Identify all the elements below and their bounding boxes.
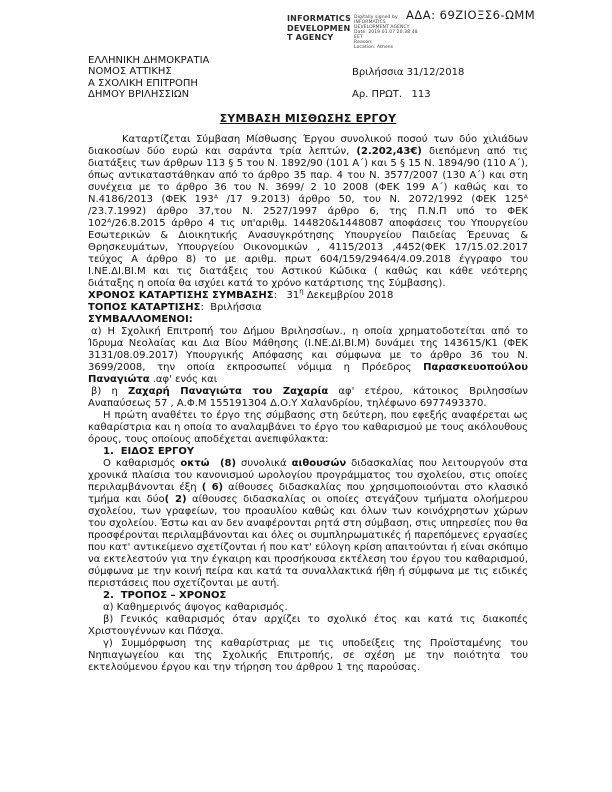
text-run: γ) Συμμόρφωση της καθαρίστριας με τις υποδείξεις της Προϊσταμένης του Νηπιαγωγείου και της Σχολικής Επιτροπής, σε σχέση με την ποιότητα του εκτελούμενου έργου και την τήρηση του άρθρου 1 της παρούσας. [88, 638, 528, 674]
text-run: αφ' ετέρου, κάτοικος Βριλησσίων Αναπαύσεως 57 , Α.Φ.Μ 155191304 Δ.Ο.Υ Χαλανδρίου, τηλέφωνο 6977493370. [88, 386, 528, 410]
signature-detail-line: EET [354, 35, 363, 40]
text-run: β) η [91, 386, 129, 398]
agency-line: DEVELOPMEN [287, 23, 351, 33]
signature-detail-line: DEVELOPMENT AGENCY [354, 25, 410, 30]
document-body [88, 134, 528, 674]
paragraph-party-b [88, 386, 528, 410]
text-run: αίθουσες διδασκαλίας που χρησιμοποιούνται στο κλασικό τμήμα και δύο [88, 482, 528, 506]
text-run: η [299, 287, 304, 296]
text-run: αιθουσών [291, 458, 347, 470]
protocol-number: Αρ. ΠΡΩΤ. 113 [352, 89, 431, 101]
text-run: διεπόμενη από τις διατάξεις των άρθρων 113 § 5 του Ν. 1892/90 (101 Α΄) και 5 § 15 Ν. 1894/90 (110 Α΄), όπως αντικαταστάθηκαν από το άρθρο 35 παρ. 4 του Ν. 3577/2007 (130 Α΄) και στη συνέχεια με το άρθρο 36 του Ν. 3699/ 2 10 2008 (ΦΕΚ 199 Α΄) καθώς και το Ν.4186/2013 (ΦΕΚ 193ᴬ /17 9.2013) άρθρο 50, του Ν. 2072/1992 (ΦΕΚ 125ᴬ /23.7.1992) άρθρο 37,του Ν. 2527/1997 άρθρο 6, της Π.Ν.Π υπό το ΦΕΚ 102ᴬ/26.8.2015 άρθρο 4 τις υπ'αριθμ. 144820&1448087 αποφάσεις του Υπουργείου Εσωτερικών & Διοικητικής Ανασυγκρότησης Υπουργείου Παιδείας Έρευνας & Θρησκευμάτων, Υπουργείου Οικονομικών , 4115/2013 ,4452(ΦΕΚ 17/15.02.2017 τεύχος Α άρθρο 8) το με αριθμ. πρωτ 604/159/29464/4.09.2018 έγγραφο του Ι.ΝΕ.ΔΙ.ΒΙ.Μ και τις διατάξεις του Αστικού Κώδικα ( καθώς και κάθε νεότερης διάταξης η οποία θα ισχύει κατά το χρόνο κατάρτισης της Σύμβασης). [88, 146, 529, 290]
text-run: (2.202,43€) [356, 146, 422, 158]
text-run: ΤΟΠΟΣ ΚΑΤΑΡΤΙΣΗΣ [88, 302, 201, 314]
signature-detail-line: Date: 2019.01.07 20:38:48 [354, 30, 418, 35]
date-protocol-block [352, 67, 464, 101]
signature-details [354, 14, 418, 50]
paragraph-assignment [88, 410, 528, 446]
text-run: ΣΥΜΒΑΛΛΟΜΕΝΟΙ: [88, 314, 193, 326]
line-contract-time [88, 287, 528, 302]
digital-signature-stamp [287, 14, 418, 50]
text-run: οκτώ (8) [180, 458, 237, 470]
heading-work-type [88, 446, 528, 458]
agency-line: T AGENCY [287, 33, 334, 42]
text-run: 2. ΤΡΟΠΟΣ – ΧΡΟΝΟΣ [103, 590, 227, 602]
text-run: : Βριλήσσια [200, 302, 262, 314]
ada-code: ΑΔΑ: 69ΖΙΟΞΣ6-ΩΜΜ [406, 8, 536, 22]
text-run: Δεκεμβρίου 2018 [303, 290, 394, 302]
paragraph-work-description [88, 458, 528, 590]
text-run: συνολικά [236, 458, 292, 470]
signature-detail-line: Reason: [354, 40, 373, 45]
paragraph-item-a [88, 602, 528, 614]
text-run: ΧΡΟΝΟΣ ΚΑΤΑΡΤΙΣΗΣ ΣΥΜΒΑΣΗΣ [88, 290, 274, 302]
page-title: ΣΥΜΒΑΣΗ ΜΙΣΘΩΣΗΣ ΕΡΓΟΥ [219, 112, 397, 126]
signature-agency-name [287, 14, 351, 50]
paragraph-item-c [88, 638, 528, 674]
text-run: Καταρτίζεται Σύμβαση Μίσθωσης Έργου συνολικού ποσού των δύο χιλιάδων διακοσίων δύο ευρώ και σαράντα τρία λεπτών, [88, 134, 528, 158]
heading-manner-time [88, 590, 528, 602]
text-run: Ο καθαρισμός [103, 458, 181, 470]
issuer-line-municipality: ΔΗΜΟΥ ΒΡΙΛΗΣΣΙΩΝ [88, 88, 190, 100]
text-run: διδασκαλίας που λειτουργούν στα χρονικά πλαίσια του κανονισμού ωρολογίου προγράμματος του σχολείου, στις οποίες περιλαμβάνονται έξη [88, 458, 529, 494]
paragraph-party-a [88, 326, 528, 386]
text-run: α) Καθημερινός άψογος καθαρισμός. [103, 602, 288, 614]
text-run: Η πρώτη αναθέτει το έργο της σύμβασης στη δεύτερη, που εφεξής αναφέρεται ως καθαρίστρια και η οποία το αναλαμβάνει το έργο του καθαρισμού με τους ακόλουθους όρους, τους οποίους αποδέχεται ανεπιφύλακτα: [88, 410, 528, 446]
issuer-line-prefecture: ΝΟΜΟΣ ΑΤΤΙΚΗΣ [88, 66, 172, 78]
text-run: Παρασκευοπούλου Παναγιώτα [88, 362, 528, 386]
text-run: αίθουσες διδασκαλίας οι οποίες στεγάζουν τμήματα ολοήμερου σχολείου, των γραφείων, του προαυλίου καθώς και όλων των κοινόχρηστων χώρων του σχολείου. Έστω και αν δεν αναφέρονται ρητά στη σύμβαση, στις υπηρεσίες που θα προσφέρονται περιλαμβάνονται και όλες οι συμπληρωματικές ή παρεπόμενες εργασίες που κατ' αντικείμενο σχετίζονται ή που κατ' εύλογη κρίση απαιτούνται ή είναι σκόπιμο να εκτελεστούν για την έγκαιρη και προσήκουσα εκτέλεση του έργου του καθαρισμού, σύμφωνα με την κοινή πείρα και κατά τα συναλλακτικά ήθη ή σύμφωνα με τις ειδικές περιστάσεις που σχετίζονται με αυτή. [88, 494, 528, 590]
text-run: : 31 [273, 290, 300, 302]
text-run: 1. ΕΙΔΟΣ ΕΡΓΟΥ [103, 446, 195, 458]
document-content [88, 55, 528, 674]
issuer-line-committee: Α ΣΧΟΛΙΚΗ ΕΠΙΤΡΟΠΗ [88, 77, 198, 89]
text-run: .αφ' ενός και [149, 374, 218, 386]
line-contract-place [88, 302, 528, 314]
text-run: ( 2) [164, 494, 187, 506]
text-run: ( 6) [201, 482, 224, 494]
text-run: Ζαχαρή Παναγιώτα του Ζαχαρία [128, 386, 329, 398]
issuer-line-republic: ΕΛΛΗΝΙΚΗ ΔΗΜΟΚΡΑΤΙΑ [88, 55, 210, 66]
agency-line: INFORMATICS [287, 14, 352, 23]
text-run: α) Η Σχολική Επιτροπή του Δήμου Βριλησσίων., η οποία χρηματοδοτείται από το Ίδρυμα Νεολαίας και Δια Βίου Μάθησης (Ι.ΝΕ.ΔΙ.ΒΙ.Μ) δυνάμει της 143615/Κ1 (ΦΕΚ 3131/08.09.2017) Υπουργικής Απόφασης και σύμφωνα με το άρθρο 36 του Ν. 3699/2008, την οποία εκπροσωπεί νόμιμα η Πρόεδρος [88, 326, 528, 374]
text-run: β) Γενικός καθαρισμός όταν αρχίζει το σχολικό έτος και κατά τις διακοπές Χριστουγέννων και Πάσχα. [88, 614, 528, 638]
paragraph-legal-basis [88, 134, 528, 290]
signature-detail-line: INFORMATICS [354, 20, 386, 25]
signature-detail-line: Digitally signed by [354, 15, 398, 20]
signature-detail-line: Location: Athens [354, 45, 394, 50]
paragraph-item-b [88, 614, 528, 638]
place-date: Βριλήσσια 31/12/2018 [352, 67, 465, 78]
heading-parties [88, 314, 528, 326]
